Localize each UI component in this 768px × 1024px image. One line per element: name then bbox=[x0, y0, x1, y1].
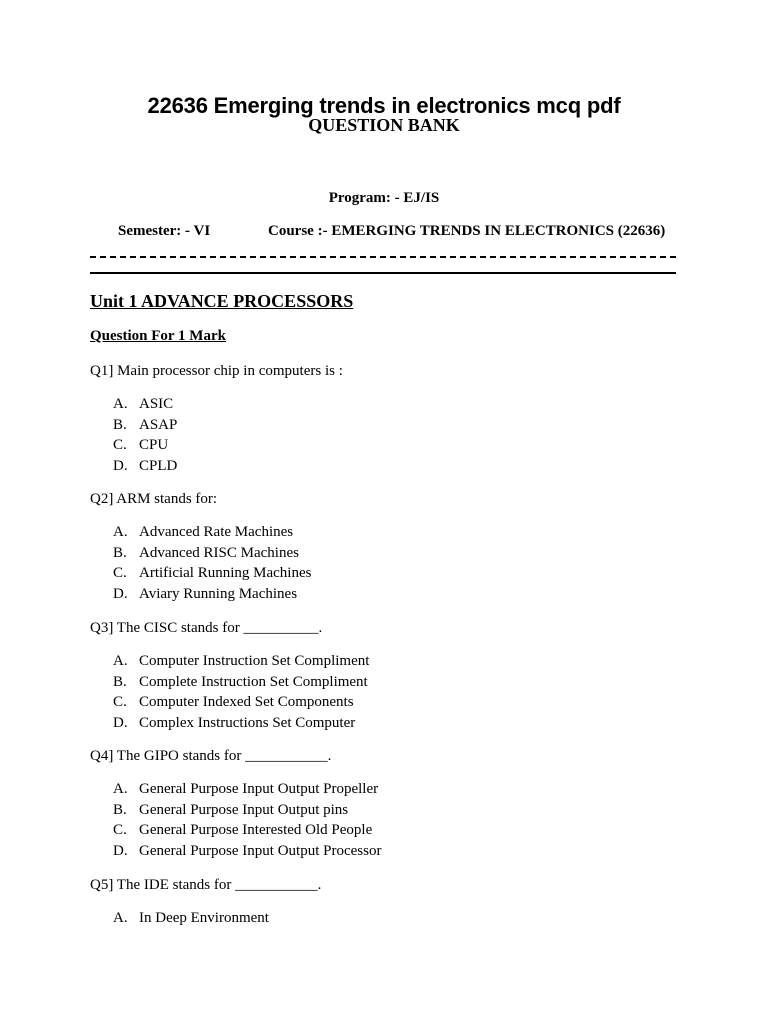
option-text: In Deep Environment bbox=[139, 910, 269, 926]
option-letter: D. bbox=[113, 457, 128, 474]
option-text: Aviary Running Machines bbox=[139, 585, 298, 602]
option-letter: B. bbox=[113, 673, 127, 690]
program-label: Program: - EJ/IS bbox=[328, 190, 440, 206]
option-text: CPU bbox=[139, 437, 169, 453]
option-letter: B. bbox=[113, 544, 127, 561]
option-letter: C. bbox=[113, 694, 127, 710]
option-letter: C. bbox=[113, 437, 127, 453]
question-4: Q4] The GIPO stands for ___________. bbox=[90, 748, 332, 764]
option-letter: A. bbox=[113, 524, 128, 540]
question-1: Q1] Main processor chip in computers is : bbox=[90, 363, 343, 379]
option-text: General Purpose Input Output Processor bbox=[139, 842, 382, 859]
course-label: Course :- EMERGING TRENDS IN ELECTRONICS (22636) bbox=[268, 223, 666, 239]
option-letter: B. bbox=[113, 416, 127, 433]
option-letter: A. bbox=[113, 781, 128, 797]
option-letter: A. bbox=[113, 396, 128, 412]
option-text: Advanced RISC Machines bbox=[139, 544, 299, 561]
option-text: ASAP bbox=[139, 416, 178, 433]
page-title: 22636 Emerging trends in electronics mcq pdf bbox=[147, 93, 621, 118]
question-3: Q3] The CISC stands for __________. bbox=[90, 620, 323, 636]
option-text: Computer Indexed Set Components bbox=[139, 694, 354, 710]
option-letter: D. bbox=[113, 585, 128, 602]
option-text: Complete Instruction Set Compliment bbox=[139, 673, 368, 690]
option-text: Computer Instruction Set Compliment bbox=[139, 653, 370, 669]
option-letter: D. bbox=[113, 842, 128, 859]
dashed-divider bbox=[90, 256, 676, 258]
option-letter: A. bbox=[113, 910, 128, 926]
option-letter: C. bbox=[113, 822, 127, 838]
section-heading: Question For 1 Mark bbox=[90, 328, 226, 344]
option-text: CPLD bbox=[139, 457, 178, 474]
option-text: ASIC bbox=[139, 396, 174, 412]
unit-heading: Unit 1 ADVANCE PROCESSORS bbox=[90, 291, 354, 311]
option-text: General Purpose Interested Old People bbox=[139, 822, 373, 838]
question-5: Q5] The IDE stands for ___________. bbox=[90, 877, 322, 893]
question-2: Q2] ARM stands for: bbox=[90, 491, 218, 507]
option-letter: D. bbox=[113, 714, 128, 731]
option-letter: A. bbox=[113, 653, 128, 669]
option-text: General Purpose Input Output Propeller bbox=[139, 781, 379, 797]
option-text: Advanced Rate Machines bbox=[139, 524, 294, 540]
option-letter: C. bbox=[113, 565, 127, 581]
option-text: Artificial Running Machines bbox=[139, 565, 312, 581]
option-letter: B. bbox=[113, 801, 127, 818]
semester-label: Semester: - VI bbox=[118, 223, 211, 239]
page-subtitle: QUESTION BANK bbox=[308, 115, 460, 135]
solid-divider bbox=[90, 272, 676, 274]
option-text: Complex Instructions Set Computer bbox=[139, 714, 356, 731]
option-text: General Purpose Input Output pins bbox=[139, 801, 349, 818]
